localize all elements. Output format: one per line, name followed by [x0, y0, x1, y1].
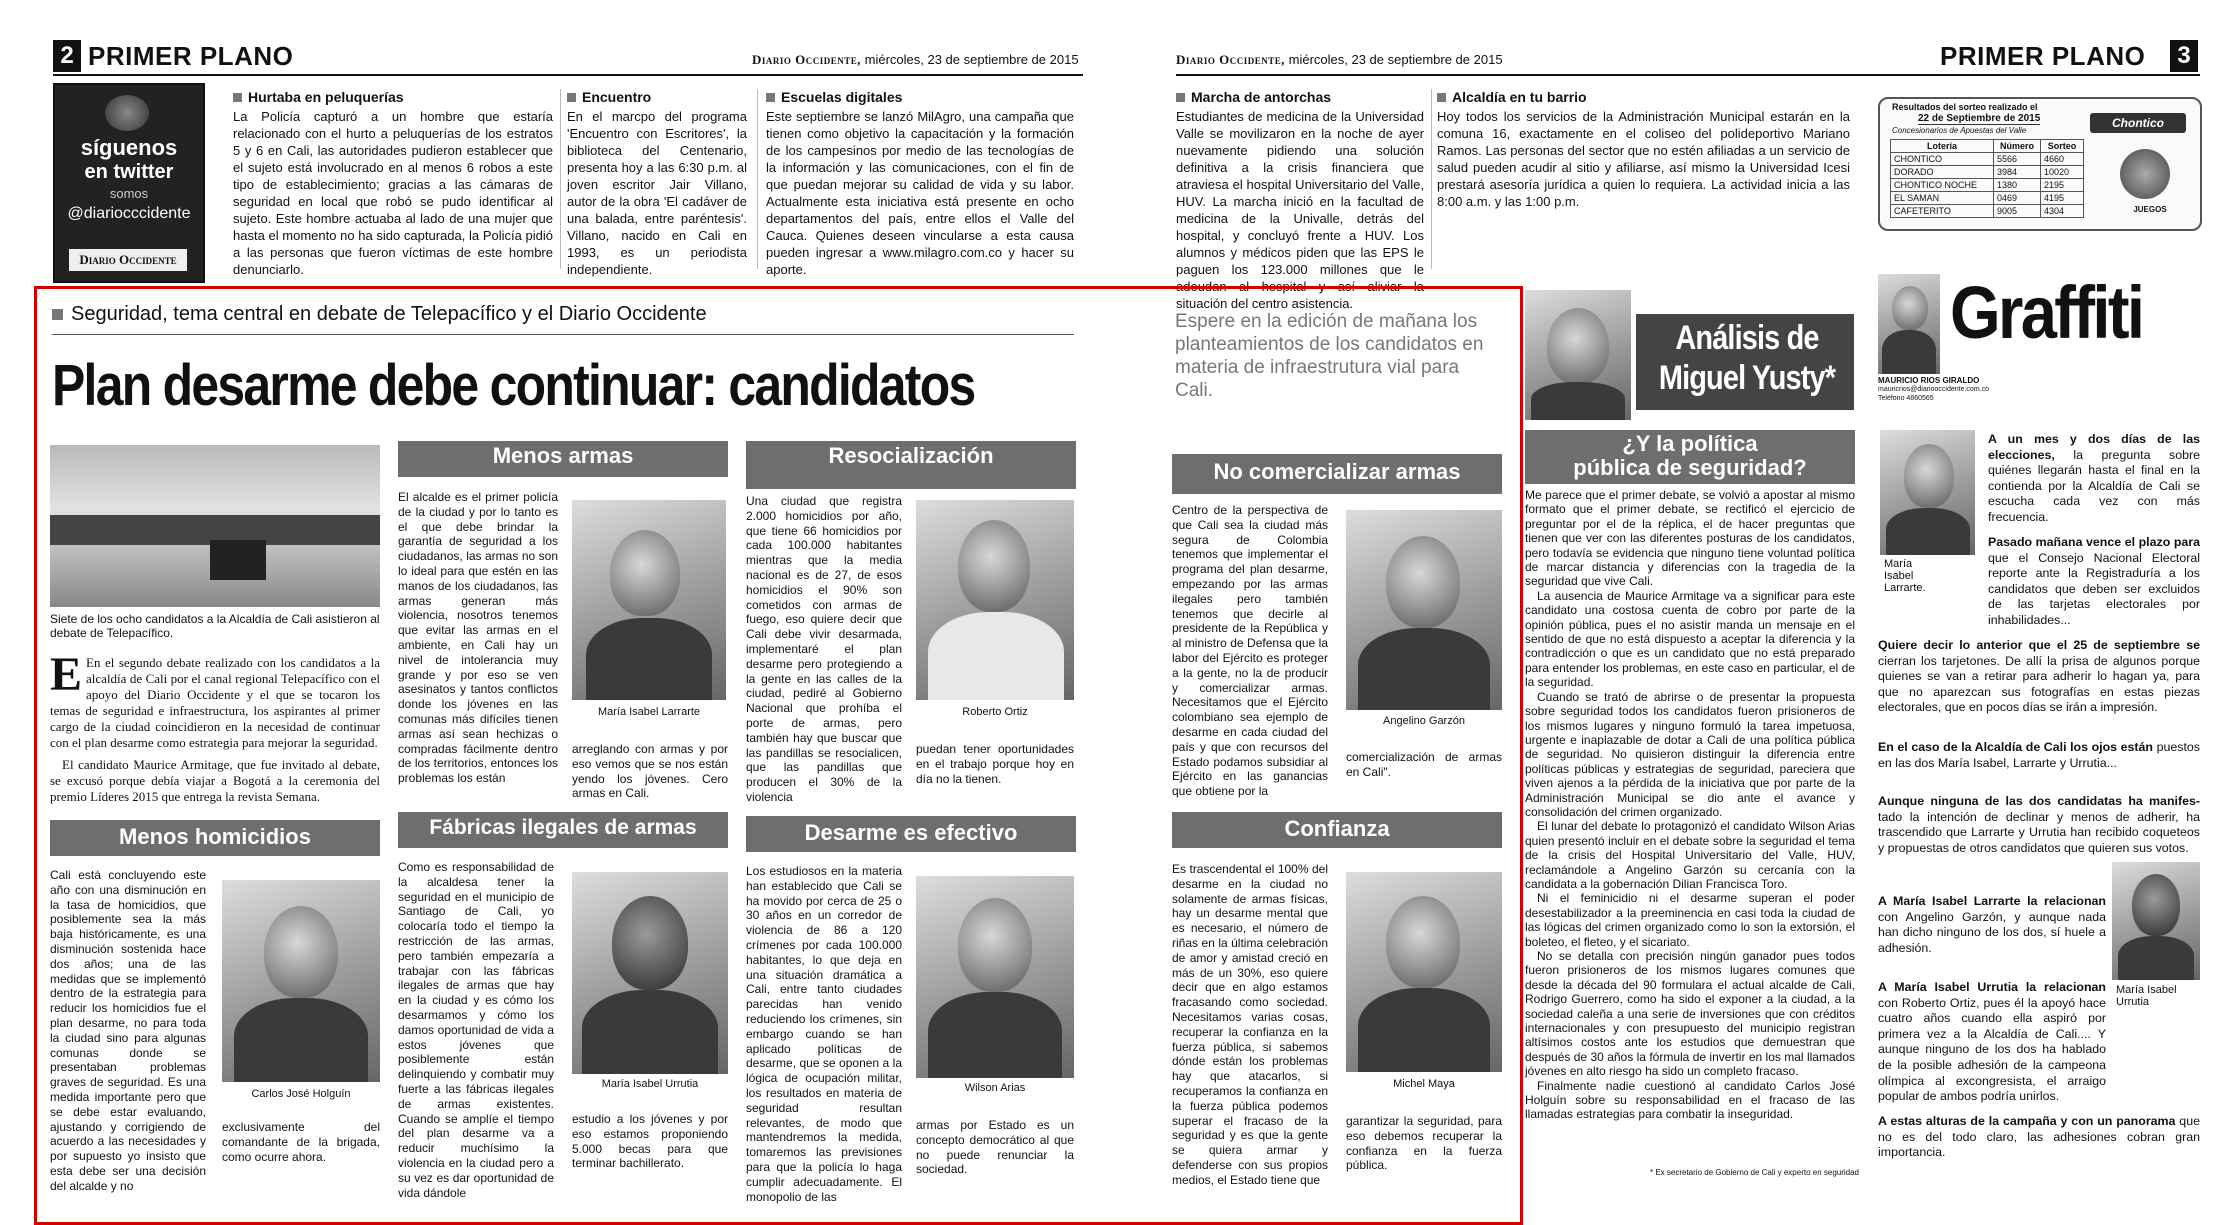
box-text: Los estudiosos en la materia han establecido que Cali se ha movido por cerca de 25 o 30 años en un corredor de violencia de 86 a 120 crímenes por cada 100.000 habitantes, lo que deja en una situación dramática a Cali, entre tanto ciudades parecidas han venido reduciendo los crímenes, sin embargo cuando se han aplicado políticas de desarme, que se oponen a la lógica de ocupación militar, los resultados en materia de seguridad resultan relevantes, de modo que mantendremos la medida, tomaremos las previsiones para que la policía lo haga cumplir adecuadamente. El monopolio de las	[746, 864, 902, 1204]
box-title: Confianza	[1172, 812, 1502, 848]
analysis-paragraph: Finalmente nadie cuestionó al candidato Carlos José Holguín sobre su responsabilidad en el fracaso de las llamadas estrategias para combatir la inseguridad.	[1525, 1078, 1855, 1122]
graffiti-item	[1988, 432, 2200, 526]
page-number-right: 3	[2170, 40, 2198, 72]
lottery-cell: CAFETERITO	[1891, 205, 1994, 218]
analysis-paragraph: La ausencia de Maurice Armitage va a significar para este candidato una costosa cuenta de cobro por parte de la opinión pública, pues el no asistir manda un mensaje en el sentido de que no está dispuesto a aceptar la diferencia y la contradicción o que es un candidato que no está preparado para entender los problemas, en este caso en particular, el de la seguridad.	[1525, 588, 1855, 690]
candidate-photo	[222, 880, 380, 1082]
twitter-handle: @diariocccidente	[67, 205, 191, 222]
caption-urrutia: María Isabel Urrutia	[2116, 984, 2177, 1008]
box-tail: exclusivamente del comandante de la brigada, como ocurre ahora.	[222, 1120, 380, 1164]
box-title: Desarme es efectivo	[746, 816, 1076, 852]
graffiti-item	[1878, 740, 2200, 771]
box-text: El alcalde es el primer policía de la ciudad y por lo tanto es el que debe brindar la garantía de seguridad a los ciudadanos, las armas no son lo ideal para que estén en las manos de los ciudadanos, las armas generan más violencia, nosotros tenemos que evitar las armas en el ambiente, en Cali hay un nivel de intolerancia muy grande y por eso se ven asesinatos y tantos conflictos donde los jóvenes en las comunas más difíciles tienen armas así sean hechizas o compradas fácilmente dentro de los territorios, entonces los problemas los están	[398, 490, 558, 786]
graffiti-lead: Pasado mañana vence el plazo para	[1988, 535, 2200, 549]
graffiti-lead: A María Isabel Larrarte la relacionan	[1878, 894, 2106, 908]
lottery-cell: DORADO	[1891, 166, 1994, 179]
graffiti-text: cierran los tarjetones. De allí la prisa de algunos porque quienes se van a retirar para adherir lo hagan ya, para que no aparezcan sus fotografías en estas piezas electorales, que en pocos días se irán a impresión.	[1878, 653, 2200, 715]
graffiti-lead: A estas alturas de la campaña y con un panorama	[1878, 1114, 2176, 1128]
brief-text: La Policía capturó a un hombre que estaría relacionado con el hurto a peluquerías de los estratos 5 y 6 en Cali, las autoridades pudieron establecer que el sujeto está involucrado en al menos 6 robos a este tipo de establecimiento; gracias a las cámaras de seguridad en local que robó se pudo identificar al sujeto. Este hombre actuaba al lado de una mujer que hasta el momento no ha sido capturada, la Policía pidió a las personas que fueron víctimas de este hombre denunciarlo.	[233, 109, 553, 277]
intro-paragraph-2: El candidato Maurice Armitage, que fue invitado al debate, se excusó porque debía viajar a Bogotá a la ceremonia del premio Líderes 2015 que entrega la revista Semana.	[50, 757, 380, 804]
lottery-cell: CHONTICO NOCHE	[1891, 179, 1994, 192]
box-tail: arreglando con armas y por eso vemos que se nos están yendo los jóvenes. Cero armas en Cali.	[572, 742, 728, 801]
brief-title: Alcaldía en tu barrio	[1437, 89, 1850, 106]
lottery-cell: 4660	[2041, 153, 2084, 166]
box-tail: puedan tener oportunidades en el trabajo porque hoy en día no la tienen.	[916, 742, 1074, 786]
table-row	[1891, 205, 2084, 218]
author-email: mauricrios@diariooccidente.com.co	[1878, 386, 1989, 393]
brief-title: Escuelas digitales	[766, 89, 1074, 106]
lottery-col: Sorteo	[2041, 140, 2084, 153]
brief-marcha-antorchas	[1176, 89, 1424, 312]
twitter-ad[interactable]	[53, 83, 205, 283]
box-title: Resocialización	[746, 441, 1076, 489]
table-row	[1891, 166, 2084, 179]
analysis-paragraph: Ni el feminicidio ni el desarme superan el poder desestabilizador a la preeminencia en casi toda la ciudad de las lógicas del crimen organizado como lo son la extorsión, el boleteo, el fleteo, y el sicariato.	[1525, 891, 1855, 949]
graffiti-text: con Roberto Ortiz, pues él la apoyó hace cuatro años cuando ella aspiró por primera vez a la Alcaldía de Cali.... Y aunque ninguno de los dos ha hablado de la posible adhesión de la campeona olímpica al excongresista, el arraigo popular de ambos podría unirlos.	[1878, 995, 2106, 1104]
author-name: MAURICIO RIOS GIRALDO	[1878, 376, 1980, 385]
masthead-paper: Diario Occidente,	[1176, 52, 1286, 67]
twitter-ad-line2: en twitter	[84, 161, 174, 183]
divider	[1431, 89, 1432, 269]
candidate-name: Carlos José Holguín	[251, 1088, 351, 1100]
lottery-date: 22 de Septiembre de 2015	[1918, 113, 2041, 124]
box-text: Centro de la perspectiva de que Cali sea la ciudad más segura de Colombia tenemos que implementar el programa del plan desarme, empezando por las armas ilegales pero también tenemos que decirle al presidente de la República y al ministro de Defensa que la labor del Ejército es proteger a la gente, no la de producir y comercializar armas. Necesitamos que el Ejército colombiano sea ejemplo de desarme en cada ciudad del país y que con recursos del Estado podamos subsidiar al Ejército en las ganancias que obtiene por la	[1172, 503, 1328, 799]
masthead-right	[1176, 52, 1503, 68]
lottery-col: Número	[1994, 140, 2041, 153]
box-title: Menos armas	[398, 441, 728, 477]
graffiti-lead: En el caso de la Alcaldía de Cali los ojos están	[1878, 740, 2154, 754]
brief-peluquerias	[233, 89, 553, 278]
analysis-label-2: Miguel Yusty*	[1658, 359, 1836, 397]
box-tail: armas por Estado es un concepto democrático al que no puede renunciar la sociedad.	[916, 1118, 1074, 1177]
graffiti-title: Graffiti	[1950, 271, 2143, 354]
lottery-sub: Concesionarios de Apuestas del Valle	[1892, 126, 2027, 135]
lottery-heading: Resultados del sorteo realizado el	[1892, 102, 2038, 112]
analysis-paragraph: Cuando se trató de abrirse o de presentar la propuesta sobre seguridad todos los candidatos fueron prisioneros de los mismos lugares y ninguno formuló la tarea impetuosa, urgente e inaplazable de dotar a Cali de una política pública de seguridad. No quisieron distinguir la diferencia entre políticas públicas y estrategias de seguridad, pareciera que viven ajenos a la pérdida de la iniciativa que por parte de la Administración Municipal se dio ante el avance y consolidación del crimen organizado.	[1525, 689, 1855, 819]
page-number-left: 2	[53, 40, 81, 72]
masthead-paper: Diario Occidente,	[752, 52, 862, 67]
lottery-cell: CHONTICO	[1891, 153, 1994, 166]
box-title: No comercializar armas	[1172, 454, 1502, 494]
debate-photo	[50, 445, 380, 607]
lottery-cell: 5566	[1994, 153, 2041, 166]
urrutia-photo	[2112, 862, 2200, 980]
masthead-date: miércoles, 23 de septiembre de 2015	[864, 52, 1079, 67]
brief-title: Encuentro	[567, 89, 747, 106]
box-title: Menos homicidios	[50, 820, 380, 856]
lottery-results	[1878, 97, 2202, 231]
lottery-footer: JUEGOS	[2133, 205, 2167, 214]
box-text: Cali está concluyendo este año con una disminución en la tasa de homicidios, que posiblemente sea la más baja históricamente, es una disminución sostenida hace dos años; una de las medidas que se implementó dentro de la estrategia para reducir los homicidios fue el plan desarme, no para toda la ciudad sino para algunas comunas donde se presentaban problemas graves de seguridad. Es una medida importante pero que se debe estar evaluando, ajustando y corrigiendo de acuerdo a las necesidades y por supuesto yo insisto que esta debe ser una decisión del alcalde y no	[50, 868, 206, 1193]
lottery-cell: EL SAMAN	[1891, 192, 1994, 205]
lottery-cell: 9005	[1994, 205, 2041, 218]
masthead-left	[752, 52, 1079, 68]
analysis-paragraph: No se detalla con precisión ningún ganador pues todos fueron prisioneros de los mismos lugares comunes que desde la década del 90 formulara el actual alcalde de Cali, Rodrigo Guerrero, como ha sido el exponer a la ciudad, a la sociedad caleña a una serie de inversiones que con créditos internacionales y con presupuesto del municipio registran altísimos costos ante los estudios que demuestran que después de 30 años la fórmula de invertir en los mal llamados jóvenes en alto riesgo ha sido un completo fracaso.	[1525, 949, 1855, 1079]
lottery-col: Lotería	[1891, 140, 1994, 153]
section-title-right: PRIMER PLANO	[1940, 41, 2146, 71]
candidate-photo	[1346, 872, 1502, 1072]
larrarte-photo	[1880, 430, 1975, 555]
lottery-cell: 3984	[1994, 166, 2041, 179]
candidate-photo	[916, 500, 1074, 700]
masthead-date: miércoles, 23 de septiembre de 2015	[1288, 52, 1503, 67]
lottery-cell: 1380	[1994, 179, 2041, 192]
graffiti-item	[1878, 638, 2200, 716]
table-row	[1891, 153, 2084, 166]
twitter-ad-logo: Diario Occidente	[69, 249, 187, 271]
photo-caption: Siete de los ocho candidatos a la Alcaldía de Cali asistieron al debate de Telepacífico.	[50, 612, 380, 640]
candidate-name: Michel Maya	[1393, 1078, 1455, 1090]
kicker	[52, 303, 707, 326]
juegos-logo-icon	[2120, 149, 2170, 199]
intro-paragraph-1: En el segundo debate realizado con los candidatos a la alcaldía de Cali por el canal regional Telepacífico con el apoyo del Diario Occidente y el que se tocaron los temas de seguridad e infraestructura, los aspirantes al primer cargo de la ciudad coincidieron en la necesidad de continuar con el plan desarme como estrategia para mejorar la seguridad.	[50, 655, 380, 750]
twitter-ad-line3: somos	[109, 186, 149, 201]
analysis-title-1: ¿Y la política	[1622, 431, 1758, 456]
lottery-table	[1890, 139, 2084, 218]
teaser: Espere en la edición de mañana los planteamientos de los candidatos en materia de infraestrutura vial para Cali.	[1175, 311, 1484, 401]
brief-title: Marcha de antorchas	[1176, 89, 1424, 106]
candidate-photo	[1346, 510, 1502, 710]
candidate-name: Roberto Ortiz	[962, 706, 1028, 718]
analysis-paragraph: Me parece que el primer debate, se volvió a apostar al mismo formato que el primer debate, se rectificó el ejercicio de preguntar por el de la réplica, el de hacer preguntas que tienen que ver con las diferentes posturas de los candidatos, pero todavía se evidencia que ninguno tiene voluntad política de marcar distancia y diferencias con la tragedia de la seguridad que vive Cali.	[1525, 488, 1855, 589]
kicker-rule	[52, 334, 1074, 335]
brief-escuelas-digitales	[766, 89, 1074, 278]
candidate-name: María Isabel Urrutia	[601, 1078, 699, 1090]
candidate-photo	[916, 876, 1074, 1078]
lottery-cell: 0469	[1994, 192, 2041, 205]
graffiti-item	[1878, 894, 2106, 956]
analysis-label-1: Análisis de	[1675, 319, 1819, 357]
graffiti-lead: A María Isabel Urrutia la relacionan	[1878, 980, 2106, 994]
brief-text: Estudiantes de medicina de la Universidad Valle se movilizaron en la noche de ayer nuevamente pidiendo una solución definitiva a la crisis financiera que atraviesa el hospital Universitario del Valle, HUV. La marcha inició en la facultad de medicina de la Univalle, detrás del hospital, y concluyó frente a HUV. Los alumnos y médicos piden que las EPS le paguen los 123.000 millones que le adeudan al hospital y así aliviar la situación del centro asistencia.	[1176, 109, 1424, 311]
candidate-name: Wilson Arias	[964, 1082, 1026, 1094]
analysis-paragraph: El lunar del debate lo protagonizó el candidato Wilson Arias quien presentó incluir en el debate sobre la seguridad el tema de la crisis del Hospital Universitario del Valle, HUV, reclamándole a Angelino Garzón su cercanía con la candidata a la gobernación Dilian Francisca Toro.	[1525, 819, 1855, 891]
author-phone: Teléfono 4860565	[1878, 395, 1934, 402]
lottery-cell: 2195	[2041, 179, 2084, 192]
brief-title: Hurtaba en peluquerías	[233, 89, 553, 106]
author-photo	[1878, 274, 1940, 374]
graffiti-text: con Angelino Garzón, y aunque nada han dicho ninguno de los dos, sí huele a adhesión.	[1878, 909, 2106, 955]
candidate-name: María Isabel Larrarte	[597, 706, 701, 718]
lottery-cell: 4195	[2041, 192, 2084, 205]
graffiti-lead: Quiere decir lo anterior que el 25 de septiembre se	[1878, 638, 2200, 652]
brief-text: Este septiembre se lanzó MilAgro, una campaña que tienen como objetivo la capacitación y la formación de los campesinos por medio de las tecnologías de la información y las comunicaciones, con el fin de que puedan mejorar su calidad de vida y su labor. Actualmente esta iniciativa está presente en ocho departamentos del país, entre ellos el Valle del Cauca. Quienes deseen vincularse a esta causa pueden ingresar a www.milagro.com.co y hacer su aporte.	[766, 109, 1074, 277]
caption-larrarte: María Isabel Larrarte.	[1884, 558, 1926, 594]
box-title: Fábricas ilegales de armas	[398, 812, 728, 848]
lottery-cell: 4304	[2041, 205, 2084, 218]
lottery-cell: 10020	[2041, 166, 2084, 179]
brief-encuentro	[567, 89, 747, 278]
graffiti-lead: Aunque ninguna de las dos candidatas ha manifes-	[1878, 794, 2200, 808]
headline: Plan desarme debe continuar: candidatos	[52, 353, 975, 418]
brief-alcaldia-barrio	[1437, 89, 1850, 210]
graffiti-item	[1878, 794, 2200, 856]
candidate-photo	[572, 500, 726, 700]
box-text: Como es responsabilidad de la alcaldesa tener la seguridad en el municipio de Santiago de Cali, yo colocaría todo el tiempo la restricción de las armas, pero también empezaría a trabajar con las fábricas ilegales de armas que hay en la ciudad y es cómo los desarmamos y cómo los damos oportunidad de vida a estos jóvenes que posiblemente están delinquiendo y combatir muy fuerte a las fábricas ilegales de armas existentes. Cuando se amplíe el tiempo del plan desarme va a reducir muchísimo la violencia en la ciudad pero a su vez es dar oportunidad de vida dándole	[398, 860, 554, 1200]
table-row	[1891, 179, 2084, 192]
graffiti-item	[1878, 1114, 2200, 1161]
lottery-brand: Chontico	[2090, 113, 2186, 133]
analysis-body	[1525, 488, 1855, 1122]
graffiti-text: la pregunta sobre quiénes llegarán hasta el final en la contienda por la Alcaldía de Cali se escucha cada vez con más frecuencia.	[1988, 447, 2200, 524]
divider	[560, 89, 561, 269]
graffiti-item	[1988, 535, 2200, 629]
graffiti-text: que el Consejo Nacional Electoral reporte ante la Registraduría a los candidatos que deben ser excluidos de las tarjetas electorales por inhabilidades...	[1988, 550, 2200, 627]
analysis-title-2: pública de seguridad?	[1573, 455, 1807, 480]
table-row	[1891, 192, 2084, 205]
twitter-ad-line1: síguenos	[80, 135, 178, 160]
box-text: Una ciudad que registra 2.000 homicidios por año, que tiene 66 homicidios por cada 100.000 habitantes mientras que la media nacional es de 27, de esos homicidios el 90% son cometidos con armas de fuego, eso quiere decir que Cali debe vivir desarmada, implementaré el plan desarme pero protegiendo a la gente en las calles de la ciudad, pediré al Gobierno Nacional que prohíba el porte de armas, pero también hay que buscar que las pandillas se resocialicen, que las pandillas que producen el 30% de la violencia	[746, 494, 902, 804]
brief-text: En el marcpo del programa 'Encuentro con Escritores', la biblioteca del Centenario, presenta hoy a las 6:30 p.m. al joven escritor Jair Villano, autor de la obra 'El cadáver de una balada, entre paréntesis'. Villano, nacido en Cali en 1993, es un periodista independiente.	[567, 109, 747, 277]
bird-icon	[105, 95, 149, 131]
header-rule-right	[1176, 74, 2200, 76]
divider	[757, 89, 758, 269]
intro-text: E En el segundo debate realizado con los candidatos a la alcaldía de Cali por el canal regional Telepacífico con el apoyo del Diario Occidente y el que se tocaron los temas de seguridad e infraestructura, los aspirantes al primer cargo de la ciudad coincidieron en la necesidad de continuar con el plan desarme como estrategia para mejorar la seguridad. El candidato Maurice Armitage, que fue invitado al debate, se excusó porque debía viajar a Bogotá a la ceremonia del premio Líderes 2015 que entrega la revista Semana.	[50, 648, 380, 804]
analysis-title	[1525, 430, 1855, 484]
box-text: Es trascendental el 100% del desarme en la ciudad no solamente de armas físicas, hay un desarme mental que es necesario, el número de riñas en la última celebración de amor y amistad creció en más de un 30%, eso quiere decir que en algo estamos fracasando como sociedad. Necesitamos varias cosas, recuperar la confianza en la fuerza pública, si sabemos dónde están los problemas hay que atacarlos, si recuperamos la confianza en la fuerza pública podemos superar el fracaso de la seguridad y es que la gente se quiera armar y defenderse con sus propios medios, el Estado tiene que	[1172, 862, 1328, 1187]
box-tail: garantizar la seguridad, para eso debemos recuperar la confianza en la fuerza pública.	[1346, 1114, 1502, 1173]
box-tail: comercialización de armas en Cali".	[1346, 750, 1502, 779]
columnist-photo	[1525, 290, 1631, 420]
candidate-name: Angelino Garzón	[1383, 715, 1465, 727]
analysis-footnote: * Ex secretario de Gobierno de Cali y experto en seguridad	[1650, 1168, 1860, 1177]
section-title-left: PRIMER PLANO	[88, 41, 294, 71]
brief-text: Hoy todos los servicios de la Administración Municipal estarán en la comuna 16, exactamente en el coliseo del polideportivo Mariano Ramos. Las personas del sector que no estén afiliadas a un servicio de salud pueden acudir al sitio y afiliarse, así mismo la Universidad Icesi prestará asesoría jurídica a quien lo requiera. La actividad inicia a las 8:00 a.m. y las 1:00 p.m.	[1437, 109, 1850, 209]
graffiti-text: tado la intención de declinar y menos de adherir, ha trascendido que Larrarte y Urrutia han recibido coqueteos y propuestas de otros candidatos que quieren sus votos.	[1878, 809, 2200, 855]
graffiti-text: puestos en las dos María Isabel, Larrarte y Urrutia...	[1878, 740, 2200, 770]
kicker-text: Seguridad, tema central en debate de Telepacífico y el Diario Occidente	[71, 303, 707, 325]
graffiti-lead: A un mes y dos días de las elecciones,	[1988, 432, 2200, 462]
graffiti-text: que no es del todo claro, las adhesiones cobran gran importancia.	[1878, 1114, 2200, 1160]
box-tail: estudio a los jóvenes y por eso estamos proponiendo 5.000 becas para que terminar bachillerato.	[572, 1112, 728, 1171]
graffiti-item	[1878, 980, 2106, 1105]
header-rule-left	[53, 74, 1083, 76]
candidate-photo	[572, 872, 728, 1074]
